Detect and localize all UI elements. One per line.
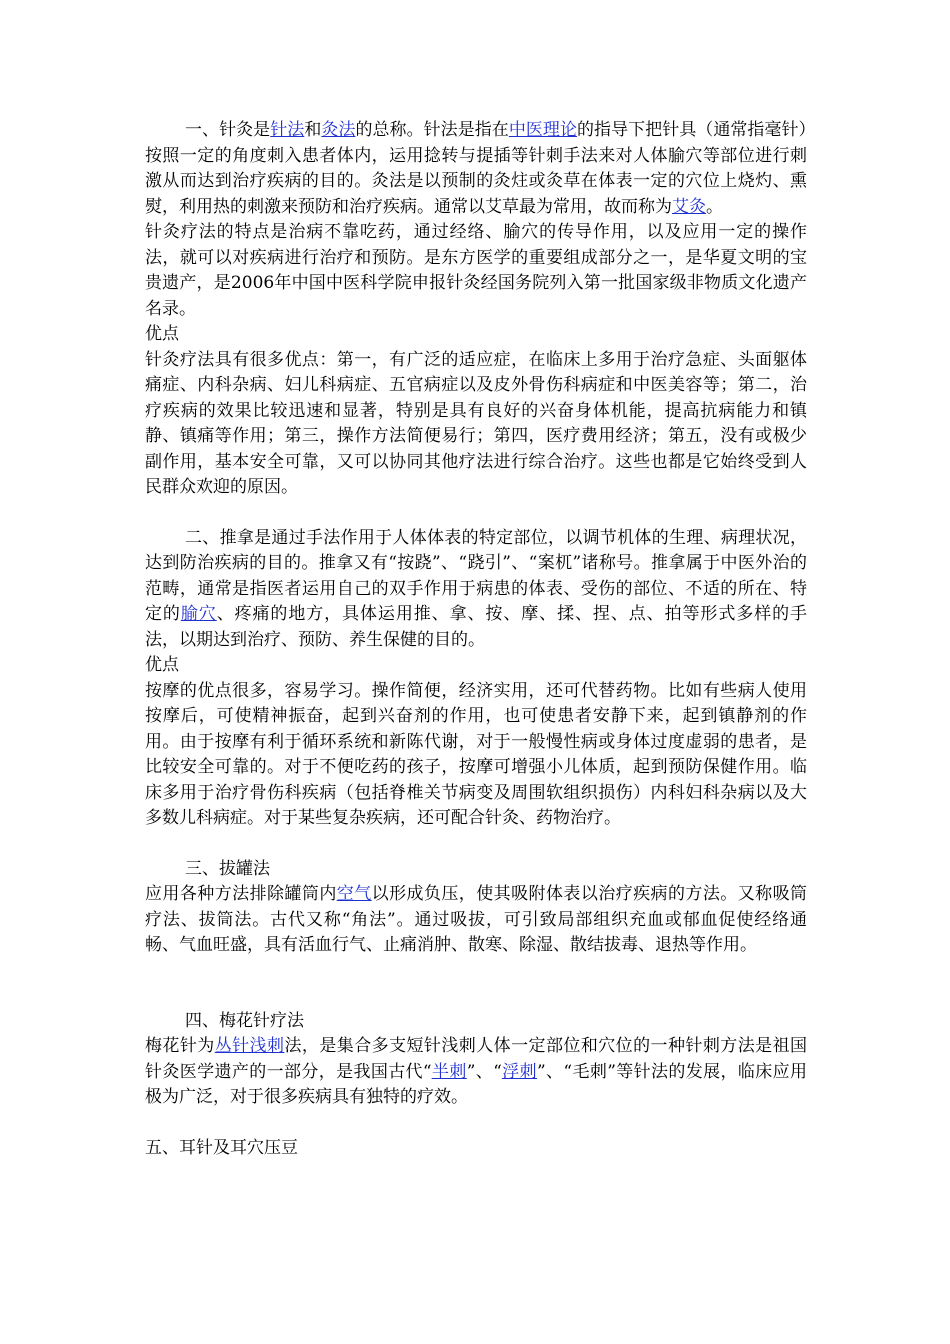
- section2-intro-paragraph: [145, 526, 807, 654]
- spacer: [145, 1111, 807, 1136]
- text: 。: [706, 196, 723, 217]
- document-body: [145, 118, 807, 1161]
- spacer: [145, 959, 807, 1009]
- text: 法，是集合多支短针浅刺人体一定部位和穴位的一种针刺方法是祖国针灸医学遗产的一部分，是我国古代“: [145, 1036, 808, 1082]
- section1-intro-paragraph: [145, 118, 807, 220]
- link-congzhen-qianci[interactable]: 丛针浅刺: [214, 1036, 285, 1056]
- text: 的总称。针法是指在: [355, 120, 509, 140]
- link-shuxue[interactable]: 腧穴: [180, 604, 217, 624]
- text: ”、“: [466, 1061, 502, 1082]
- link-zhenfa[interactable]: 针法: [270, 120, 305, 140]
- text: 应用各种方法排除罐筒内: [145, 884, 337, 904]
- text: 的指导下把针具（通常指毫针）按照一定的角度刺入患者体内，运用捻转与提插等针刺手法来对人体腧穴等部位进行刺激从而达到治疗疾病的目的。灸法是以预制的灸炷或灸草在体表一定的穴位上烧灼、熏熨，利用热的刺激来预防和治疗疾病。通常以艾草最为常用，故而称为: [145, 120, 808, 217]
- spacer: [145, 501, 807, 526]
- section1-advantages-label: 优点: [145, 324, 179, 344]
- link-kongqi[interactable]: 空气: [336, 884, 372, 904]
- section3-heading: 三、拔罐法: [185, 858, 270, 879]
- text: 一、针灸是: [185, 120, 271, 140]
- text: 梅花针为: [145, 1036, 215, 1056]
- text: ”、“毛刺”等针法的发展，临床应用极为广泛，对于很多疾病具有独特的疗效。: [145, 1061, 808, 1107]
- section3-paragraph: [145, 882, 807, 959]
- link-banci[interactable]: 半刺: [431, 1061, 467, 1082]
- text: 二、推拿是通过手法作用于人体体表的特定部位，以调节机体的生理、病理状况，达到防治疾病的目的。推拿又有“按跷”、“跷引”、“案杌”诸称号。推拿属于中医外治的范畴，通常是指医者运用自己的双手作用于病患的体表、受伤的部位、不适的所在、特定的: [145, 527, 807, 624]
- link-fuci[interactable]: 浮刺: [501, 1061, 537, 1082]
- section2-advantages-paragraph: 按摩的优点很多，容易学习。操作简便，经济实用，还可代替药物。比如有些病人使用按摩后，可使精神振奋，起到兴奋剂的作用，也可使患者安静下来，起到镇静剂的作用。由于按摩有利于循环系统和新陈代谢，对于一般慢性病或身体过度虚弱的患者，是比较安全可靠的。对于不便吃药的孩子，按摩可增强小儿体质，起到预防保健作用。临床多用于治疗骨伤科疾病（包括脊椎关节病变及周围软组织损伤）内科妇科杂病以及大多数儿科病症。对于某些复杂疾病，还可配合针灸、药物治疗。: [145, 680, 807, 828]
- section4-paragraph: [145, 1034, 807, 1111]
- section1-features-paragraph: 针灸疗法的特点是治病不靠吃药，通过经络、腧穴的传导作用，以及应用一定的操作法，就可以对疾病进行治疗和预防。是东方医学的重要组成部分之一，是华夏文明的宝贵遗产，是2006年中国中医科学院申报针灸经国务院列入第一批国家级非物质文化遗产名录。: [145, 222, 807, 319]
- section4-heading: 四、梅花针疗法: [185, 1010, 304, 1031]
- link-aijiu[interactable]: 艾灸: [672, 196, 706, 217]
- text: 和: [304, 120, 322, 140]
- link-tcm-theory[interactable]: 中医理论: [508, 120, 577, 140]
- section1-advantages-paragraph: 针灸疗法具有很多优点：第一，有广泛的适应症，在临床上多用于治疗急症、头面躯体痛症、内科杂病、妇儿科病症、五官病症以及皮外骨伤科病症和中医美容等；第二，治疗疾病的效果比较迅速和显著，特别是具有良好的兴奋身体机能，提高抗病能力和镇静、镇痛等作用；第三，操作方法简便易行；第四，医疗费用经济；第五，没有或极少副作用，基本安全可靠，又可以协同其他疗法进行综合治疗。这些也都是它始终受到人民群众欢迎的原因。: [145, 349, 807, 497]
- text: 以形成负压，使其吸附体表以治疗疾病的方法。又称吸筒疗法、拔筒法。古代又称“角法”。通过吸拔，可引致局部组织充血或郁血促使经络通畅、气血旺盛，具有活血行气、止痛消肿、散寒、除湿、散结拔毒、退热等作用。: [145, 884, 808, 955]
- section5-heading: 五、耳针及耳穴压豆: [145, 1137, 298, 1158]
- spacer: [145, 832, 807, 857]
- link-jiufa[interactable]: 灸法: [321, 120, 356, 140]
- section2-advantages-label: 优点: [145, 655, 179, 675]
- text: 、疼痛的地方，具体运用推、拿、按、摩、揉、捏、点、拍等形式多样的手法，以期达到治疗、预防、养生保健的目的。: [145, 604, 808, 650]
